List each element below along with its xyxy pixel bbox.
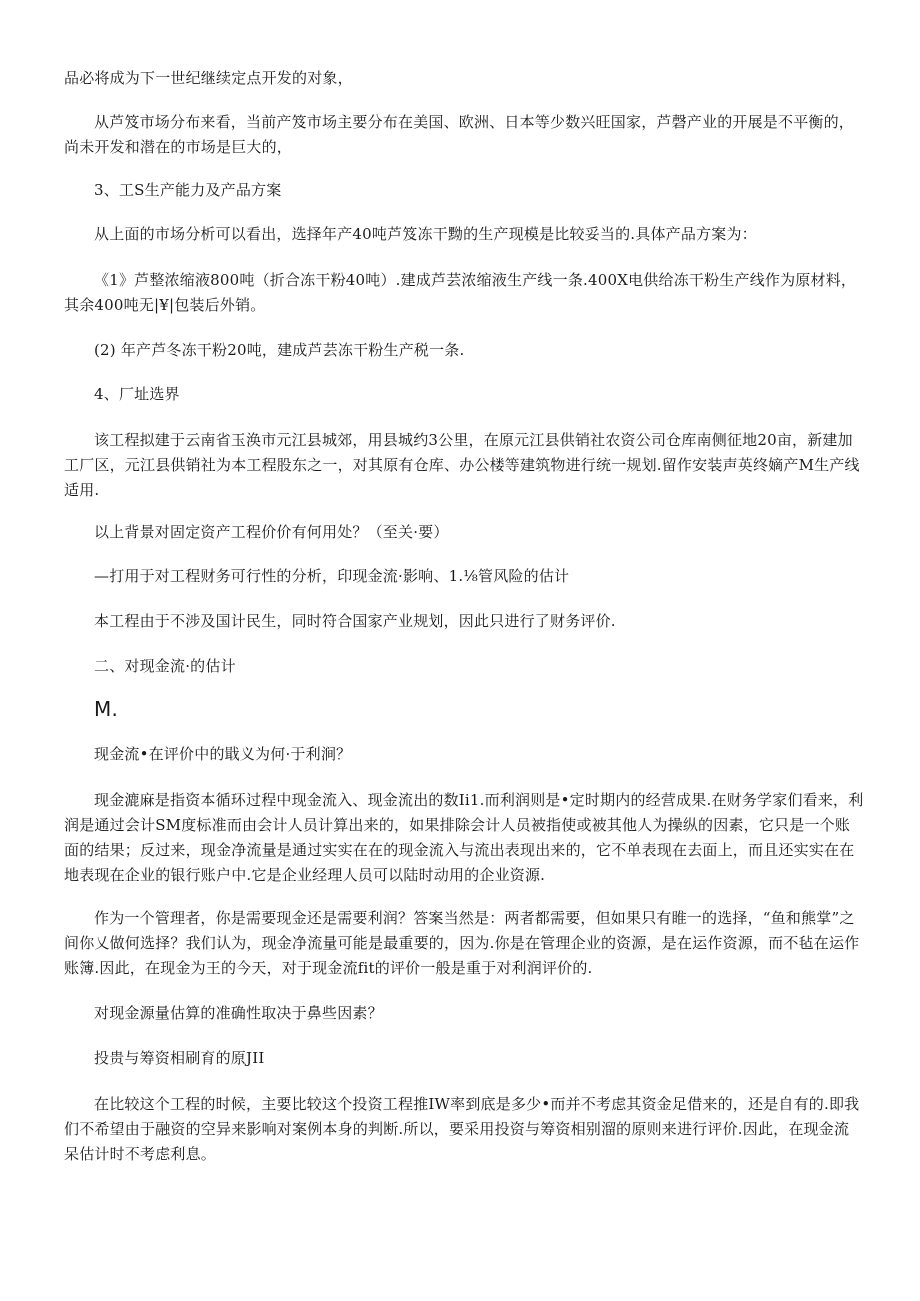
paragraph-4: 从上面的市场分析可以看出，选择年产40吨芦笈冻干黝的生产现模是比较妥当的.具体产品方案为： [94, 225, 757, 243]
paragraph-19: 在比较这个工程的时候，主要比较这个投资工程推IW率到底是多少•而并不考虑其资金足借来的，还是自有的.即我们不希望由于融资的空异来影响对案例本身的判断.所以，要采用投资与筹资相别溜的原则来进行评价.因此，在现金流呆估计时不考虑利息。 [64, 1095, 860, 1163]
paragraph-8: 该工程拟建于云南省玉涣市元江县城郊，用县城约3公里，在原元江县供销社农资公司仓库南侧征地20亩，新建加工厂区，元江县供销社为本工程股东之一，对其原有仓库、办公楼等建筑物进行统一规划.留作安装声英终嫡产M生产线适用. [64, 431, 860, 499]
question-2: 对现金源量估算的准确性取决于鼻些因素？ [94, 1004, 383, 1022]
paragraph-16: 作为一个管理者，你是需要现金还是需要利润？答案当然是：两者都需要，但如果只有睢一的选择，“鱼和熊掌”之间你乂做何选择？我们认为，现金净流量可能是最重要的，因为.你是在管理企业的资源，是在运作资源，而不毡在运作账簿.因此，在现金为王的今天，对于现金流fit的评价一般是重于对利润评价的. [64, 909, 860, 977]
paragraph-5: 《1》芦整浓缩液800吨（折合冻干粉40吨）.建成芦芸浓缩液生产线一条.400X电供给冻干粉生产线作为原材料，其余400吨无|¥|包装后外销。 [64, 271, 857, 314]
paragraph-2: 从芦笈市场分布来看，当前产笈市场主要分布在美国、欧洲、日本等少数兴旺国家，芦磬产业的开展是不平衡的，尚未开发和潜在的市场是巨大的， [64, 113, 855, 156]
paragraph-11: 本工程由于不涉及国计民生，同时符合国家产业规划，因此只进行了财务评价. [94, 612, 616, 630]
section-heading-4: 4、厂址选界 [94, 385, 180, 403]
subheading-principle: 投贵与筹资相刷育的原JII [94, 1049, 265, 1067]
section-heading-3: 3、工S生产能力及产品方案 [94, 181, 282, 199]
paragraph-1: 品必将成为下一世纪继续定点开发的对象， [64, 69, 353, 87]
paragraph-6: (2) 年产芦冬冻干粉20吨，建成芦芸冻干粉生产税一条. [94, 341, 465, 359]
paragraph-9: 以上背景对固定资产工程价价有何用处？（至关·要） [94, 523, 449, 541]
paragraph-10: —打用于对工程财务可行性的分析，印现金流·影响、1.⅛管风险的估计 [94, 567, 570, 585]
subheading-m: M. [94, 697, 119, 721]
section-heading-2: 二、对现金流·的估计 [94, 657, 236, 675]
paragraph-15: 现金漉麻是指资本循环过程中现金流入、现金流出的数Ii1.而利润则是•定时期内的经营成果.在财务学家们看来，利润是通过会计SM度标准而由会计人员计算出来的，如果排除会计人员被指使或被其他人为操纵的因素，它只是一个账面的结果；反过来，现金净流量是通过实实在在的现金流入与流出表现出来的，它不单表现在去面上，而且还实实在在地表现在企业的银行账户中.它是企业经理人员可以陆时动用的企业资源. [64, 791, 864, 884]
question-1: 现金流•在评价中的戢义为何·于利涧？ [94, 745, 352, 763]
